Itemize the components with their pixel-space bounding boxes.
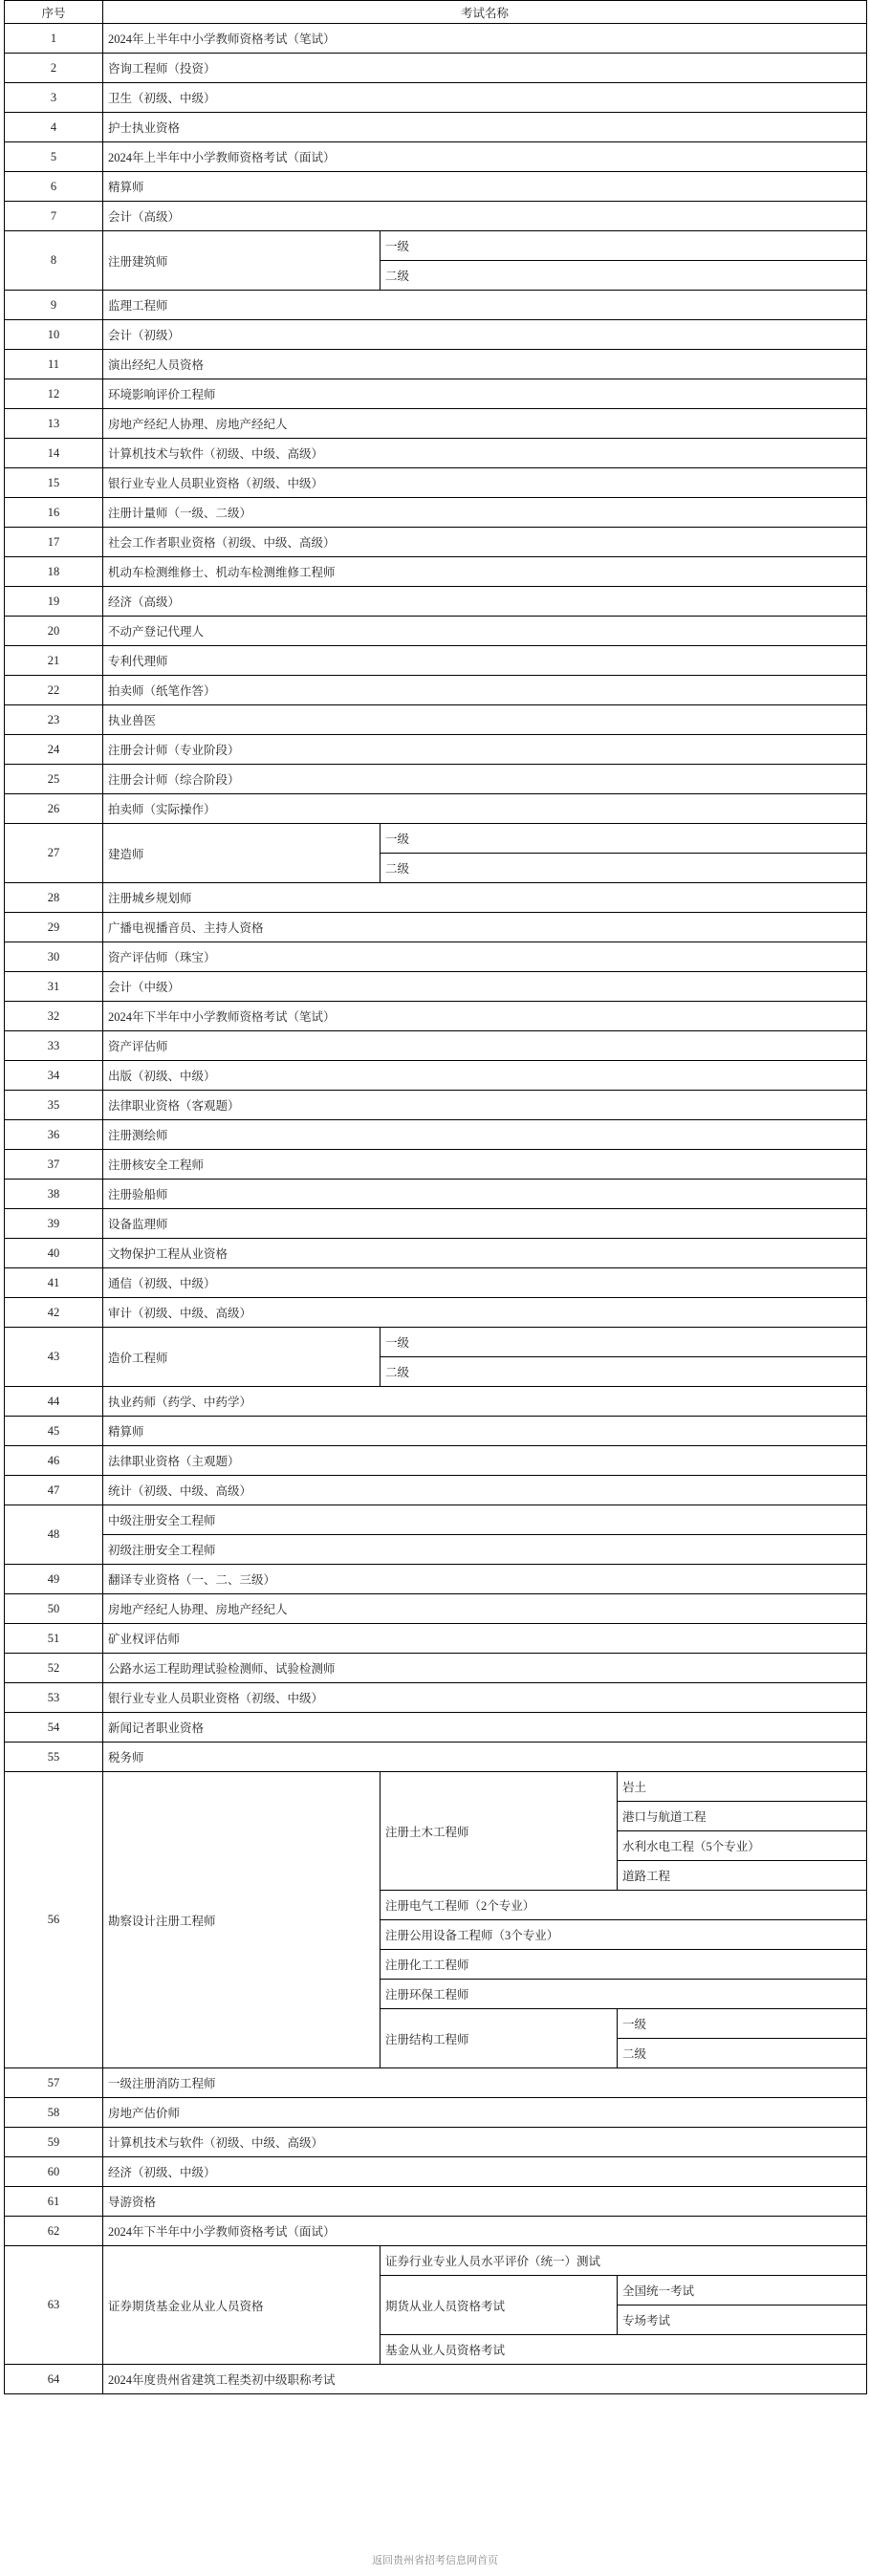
row-number-cell: 61 <box>5 2187 103 2217</box>
table-cell: 会计（中级） <box>103 972 867 1002</box>
table-cell: 公路水运工程助理试验检测师、试验检测师 <box>103 1654 867 1683</box>
table-row <box>5 142 867 172</box>
table-cell: 中级注册安全工程师 <box>103 1505 867 1535</box>
table-row <box>5 972 867 1002</box>
table-cell: 经济（高级） <box>103 587 867 617</box>
table-cell: 二级 <box>381 854 867 883</box>
table-cell: 不动产登记代理人 <box>103 617 867 646</box>
table-cell: 社会工作者职业资格（初级、中级、高级） <box>103 528 867 557</box>
table-row <box>5 409 867 439</box>
row-number-cell: 42 <box>5 1298 103 1328</box>
table-cell: 环境影响评价工程师 <box>103 379 867 409</box>
table-row <box>5 824 867 854</box>
table-cell: 岩土 <box>618 1772 867 1802</box>
table-cell: 机动车检测维修士、机动车检测维修工程师 <box>103 557 867 587</box>
table-cell: 注册城乡规划师 <box>103 883 867 913</box>
table-cell: 注册核安全工程师 <box>103 1150 867 1180</box>
row-number-cell: 60 <box>5 2157 103 2187</box>
table-cell: 监理工程师 <box>103 291 867 320</box>
table-row <box>5 379 867 409</box>
table-cell: 建造师 <box>103 824 381 883</box>
row-number-cell: 54 <box>5 1713 103 1743</box>
table-cell: 2024年度贵州省建筑工程类初中级职称考试 <box>103 2365 867 2394</box>
row-number-cell: 26 <box>5 794 103 824</box>
table-row <box>5 1061 867 1091</box>
table-row <box>5 113 867 142</box>
table-cell: 注册测绘师 <box>103 1120 867 1150</box>
row-number-cell: 27 <box>5 824 103 883</box>
row-number-cell: 23 <box>5 705 103 735</box>
table-row <box>5 350 867 379</box>
table-row <box>5 1239 867 1268</box>
table-cell: 出版（初级、中级） <box>103 1061 867 1091</box>
row-number-cell: 13 <box>5 409 103 439</box>
table-cell: 护士执业资格 <box>103 113 867 142</box>
row-number-cell: 55 <box>5 1743 103 1772</box>
table-row <box>5 1120 867 1150</box>
table-row <box>5 1624 867 1654</box>
table-row <box>5 1654 867 1683</box>
table-row <box>5 1535 867 1565</box>
row-number-cell: 9 <box>5 291 103 320</box>
table-row <box>5 794 867 824</box>
table-cell: 咨询工程师（投资） <box>103 54 867 83</box>
table-row <box>5 2217 867 2246</box>
table-row <box>5 439 867 468</box>
row-number-cell: 56 <box>5 1772 103 2068</box>
table-cell: 一级 <box>618 2009 867 2039</box>
row-number-cell: 11 <box>5 350 103 379</box>
table-cell: 注册土木工程师 <box>381 1772 618 1891</box>
row-number-cell: 8 <box>5 231 103 291</box>
table-cell: 2024年下半年中小学教师资格考试（笔试） <box>103 1002 867 1031</box>
row-number-cell: 30 <box>5 942 103 972</box>
row-number-cell: 41 <box>5 1268 103 1298</box>
table-cell: 房地产估价师 <box>103 2098 867 2128</box>
row-number-cell: 51 <box>5 1624 103 1654</box>
table-cell: 2024年上半年中小学教师资格考试（面试） <box>103 142 867 172</box>
table-row <box>5 676 867 705</box>
table-cell: 一级 <box>381 231 867 261</box>
table-cell: 专场考试 <box>618 2305 867 2335</box>
row-number-cell: 3 <box>5 83 103 113</box>
table-cell: 计算机技术与软件（初级、中级、高级） <box>103 2128 867 2157</box>
row-number-cell: 62 <box>5 2217 103 2246</box>
table-cell: 拍卖师（实际操作） <box>103 794 867 824</box>
table-cell: 注册公用设备工程师（3个专业） <box>381 1920 867 1950</box>
table-row <box>5 1091 867 1120</box>
row-number-cell: 35 <box>5 1091 103 1120</box>
table-row <box>5 557 867 587</box>
table-cell: 港口与航道工程 <box>618 1802 867 1831</box>
table-cell: 银行业专业人员职业资格（初级、中级） <box>103 468 867 498</box>
row-number-cell: 50 <box>5 1594 103 1624</box>
row-number-cell: 34 <box>5 1061 103 1091</box>
row-number-cell: 47 <box>5 1476 103 1505</box>
row-number-cell: 49 <box>5 1565 103 1594</box>
table-cell: 证券期货基金业从业人员资格 <box>103 2246 381 2365</box>
table-row <box>5 291 867 320</box>
table-cell: 法律职业资格（主观题） <box>103 1446 867 1476</box>
row-number-cell: 36 <box>5 1120 103 1150</box>
table-row <box>5 528 867 557</box>
table-cell: 文物保护工程从业资格 <box>103 1239 867 1268</box>
table-cell: 执业兽医 <box>103 705 867 735</box>
table-cell: 初级注册安全工程师 <box>103 1535 867 1565</box>
table-cell: 银行业专业人员职业资格（初级、中级） <box>103 1683 867 1713</box>
table-cell: 注册电气工程师（2个专业） <box>381 1891 867 1920</box>
table-row <box>5 1180 867 1209</box>
table-cell: 注册结构工程师 <box>381 2009 618 2068</box>
table-cell: 矿业权评估师 <box>103 1624 867 1654</box>
table-cell: 精算师 <box>103 172 867 202</box>
table-cell: 2024年上半年中小学教师资格考试（笔试） <box>103 24 867 54</box>
table-row <box>5 1209 867 1239</box>
table-cell: 注册计量师（一级、二级） <box>103 498 867 528</box>
row-number-cell: 53 <box>5 1683 103 1713</box>
table-cell: 设备监理师 <box>103 1209 867 1239</box>
table-row <box>5 646 867 676</box>
table-cell: 注册会计师（综合阶段） <box>103 765 867 794</box>
table-cell: 会计（初级） <box>103 320 867 350</box>
table-cell: 道路工程 <box>618 1861 867 1891</box>
row-number-cell: 15 <box>5 468 103 498</box>
table-row <box>5 1002 867 1031</box>
table-row <box>5 172 867 202</box>
table-row <box>5 705 867 735</box>
table-row <box>5 2128 867 2157</box>
header-seq: 序号 <box>5 1 103 24</box>
table-cell: 审计（初级、中级、高级） <box>103 1298 867 1328</box>
row-number-cell: 28 <box>5 883 103 913</box>
row-number-cell: 20 <box>5 617 103 646</box>
exam-schedule-table <box>4 0 867 2394</box>
row-number-cell: 64 <box>5 2365 103 2394</box>
table-row <box>5 1476 867 1505</box>
table-row <box>5 1743 867 1772</box>
row-number-cell: 59 <box>5 2128 103 2157</box>
table-row <box>5 942 867 972</box>
table-cell: 演出经纪人员资格 <box>103 350 867 379</box>
row-number-cell: 63 <box>5 2246 103 2365</box>
table-row <box>5 320 867 350</box>
table-cell: 2024年下半年中小学教师资格考试（面试） <box>103 2217 867 2246</box>
table-row <box>5 2068 867 2098</box>
table-cell: 统计（初级、中级、高级） <box>103 1476 867 1505</box>
table-cell: 导游资格 <box>103 2187 867 2217</box>
table-row <box>5 1387 867 1417</box>
table-cell: 勘察设计注册工程师 <box>103 1772 381 2068</box>
table-cell: 一级 <box>381 1328 867 1357</box>
table-cell: 房地产经纪人协理、房地产经纪人 <box>103 409 867 439</box>
row-number-cell: 52 <box>5 1654 103 1683</box>
table-row <box>5 1505 867 1535</box>
row-number-cell: 32 <box>5 1002 103 1031</box>
table-cell: 期货从业人员资格考试 <box>381 2276 618 2335</box>
row-number-cell: 19 <box>5 587 103 617</box>
table-cell: 新闻记者职业资格 <box>103 1713 867 1743</box>
row-number-cell: 18 <box>5 557 103 587</box>
row-number-cell: 21 <box>5 646 103 676</box>
table-row <box>5 1031 867 1061</box>
row-number-cell: 38 <box>5 1180 103 1209</box>
table-body <box>5 24 867 2394</box>
table-cell: 水利水电工程（5个专业） <box>618 1831 867 1861</box>
row-number-cell: 10 <box>5 320 103 350</box>
table-row <box>5 1713 867 1743</box>
table-row <box>5 1150 867 1180</box>
row-number-cell: 4 <box>5 113 103 142</box>
table-row <box>5 1328 867 1357</box>
table-cell: 二级 <box>381 1357 867 1387</box>
table-cell: 卫生（初级、中级） <box>103 83 867 113</box>
table-row <box>5 202 867 231</box>
table-row <box>5 883 867 913</box>
row-number-cell: 5 <box>5 142 103 172</box>
table-row <box>5 1446 867 1476</box>
page-footer-link[interactable]: 返回贵州省招考信息网首页 <box>372 2555 498 2566</box>
row-number-cell: 12 <box>5 379 103 409</box>
table-cell: 专利代理师 <box>103 646 867 676</box>
table-cell: 全国统一考试 <box>618 2276 867 2305</box>
table-cell: 一级注册消防工程师 <box>103 2068 867 2098</box>
table-cell: 经济（初级、中级） <box>103 2157 867 2187</box>
table-row <box>5 1683 867 1713</box>
row-number-cell: 43 <box>5 1328 103 1387</box>
row-number-cell: 40 <box>5 1239 103 1268</box>
table-cell: 资产评估师 <box>103 1031 867 1061</box>
table-header-row <box>5 1 867 24</box>
row-number-cell: 44 <box>5 1387 103 1417</box>
table-cell: 一级 <box>381 824 867 854</box>
table-row <box>5 83 867 113</box>
table-row <box>5 231 867 261</box>
table-row <box>5 1298 867 1328</box>
table-cell: 注册化工工程师 <box>381 1950 867 1980</box>
table-cell: 证券行业专业人员水平评价（统一）测试 <box>381 2246 867 2276</box>
table-row <box>5 1772 867 1802</box>
table-cell: 拍卖师（纸笔作答） <box>103 676 867 705</box>
table-cell: 翻译专业资格（一、二、三级） <box>103 1565 867 1594</box>
table-row <box>5 468 867 498</box>
table-row <box>5 2187 867 2217</box>
table-cell: 二级 <box>381 261 867 291</box>
header-exam-name: 考试名称 <box>103 1 867 24</box>
row-number-cell: 25 <box>5 765 103 794</box>
row-number-cell: 31 <box>5 972 103 1002</box>
row-number-cell: 33 <box>5 1031 103 1061</box>
row-number-cell: 58 <box>5 2098 103 2128</box>
row-number-cell: 46 <box>5 1446 103 1476</box>
table-cell: 造价工程师 <box>103 1328 381 1387</box>
table-row <box>5 498 867 528</box>
row-number-cell: 57 <box>5 2068 103 2098</box>
table-cell: 注册会计师（专业阶段） <box>103 735 867 765</box>
row-number-cell: 37 <box>5 1150 103 1180</box>
table-cell: 精算师 <box>103 1417 867 1446</box>
table-row <box>5 1594 867 1624</box>
table-row <box>5 2098 867 2128</box>
table-row <box>5 2365 867 2394</box>
row-number-cell: 29 <box>5 913 103 942</box>
table-cell: 广播电视播音员、主持人资格 <box>103 913 867 942</box>
table-cell: 法律职业资格（客观题） <box>103 1091 867 1120</box>
table-cell: 二级 <box>618 2039 867 2068</box>
row-number-cell: 24 <box>5 735 103 765</box>
table-cell: 注册验船师 <box>103 1180 867 1209</box>
table-row <box>5 617 867 646</box>
row-number-cell: 2 <box>5 54 103 83</box>
table-row <box>5 735 867 765</box>
table-cell: 税务师 <box>103 1743 867 1772</box>
table-row <box>5 1268 867 1298</box>
table-row <box>5 913 867 942</box>
row-number-cell: 1 <box>5 24 103 54</box>
table-cell: 基金从业人员资格考试 <box>381 2335 867 2365</box>
table-cell: 注册环保工程师 <box>381 1980 867 2009</box>
table-row <box>5 24 867 54</box>
table-cell: 执业药师（药学、中药学） <box>103 1387 867 1417</box>
table-row <box>5 587 867 617</box>
table-row <box>5 54 867 83</box>
row-number-cell: 45 <box>5 1417 103 1446</box>
row-number-cell: 14 <box>5 439 103 468</box>
table-row <box>5 1565 867 1594</box>
table-row <box>5 2246 867 2276</box>
row-number-cell: 16 <box>5 498 103 528</box>
table-cell: 会计（高级） <box>103 202 867 231</box>
table-cell: 注册建筑师 <box>103 231 381 291</box>
table-row <box>5 2157 867 2187</box>
row-number-cell: 17 <box>5 528 103 557</box>
table-cell: 计算机技术与软件（初级、中级、高级） <box>103 439 867 468</box>
table-cell: 房地产经纪人协理、房地产经纪人 <box>103 1594 867 1624</box>
row-number-cell: 7 <box>5 202 103 231</box>
row-number-cell: 39 <box>5 1209 103 1239</box>
table-cell: 资产评估师（珠宝） <box>103 942 867 972</box>
table-row <box>5 765 867 794</box>
table-row <box>5 1417 867 1446</box>
table-cell: 通信（初级、中级） <box>103 1268 867 1298</box>
row-number-cell: 48 <box>5 1505 103 1565</box>
row-number-cell: 22 <box>5 676 103 705</box>
row-number-cell: 6 <box>5 172 103 202</box>
